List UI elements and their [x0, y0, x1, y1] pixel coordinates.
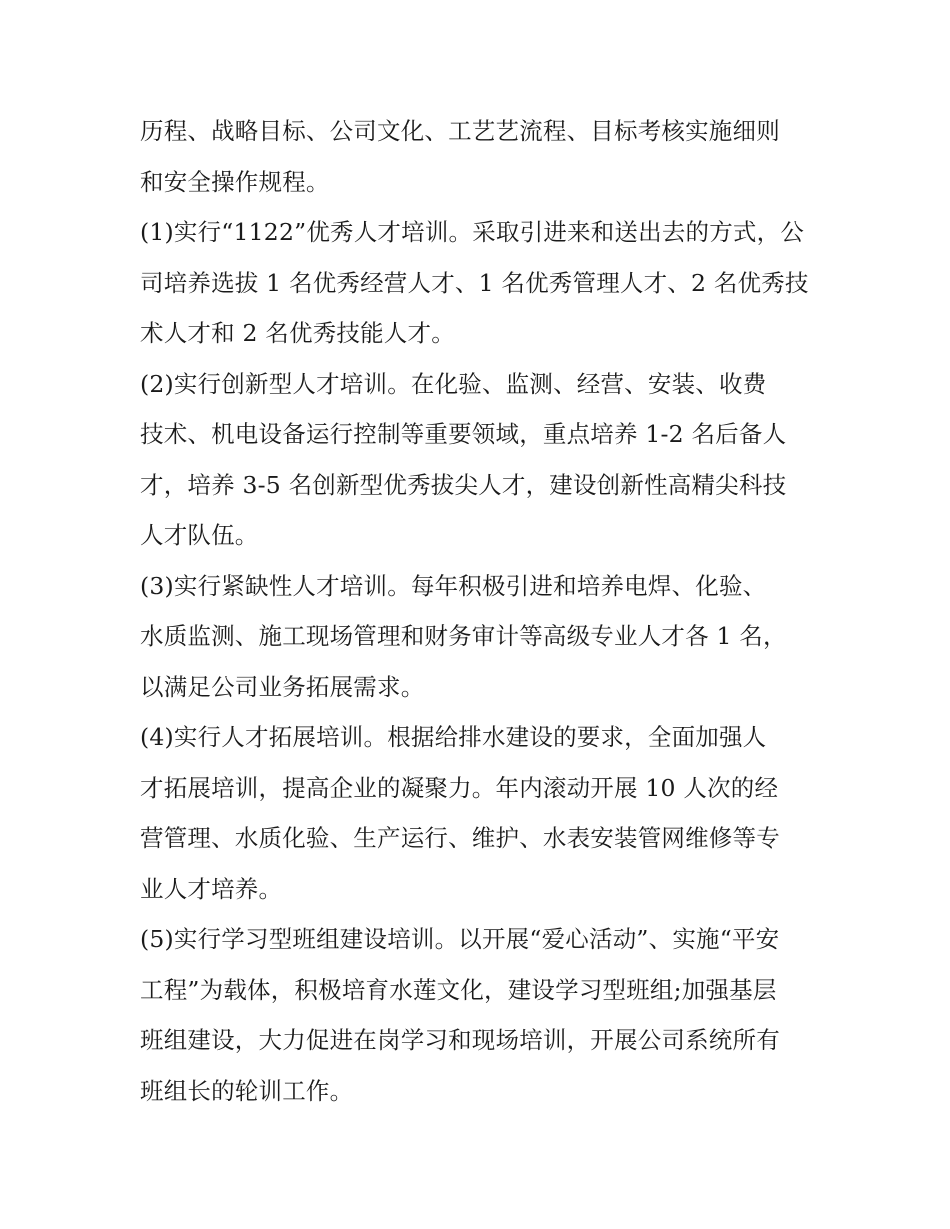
- text-line: 工程”为载体，积极培育水莲文化，建设学习型班组;加强基层: [140, 975, 777, 1004]
- text-line: 司培养选拔 1 名优秀经营人才、1 名优秀管理人才、2 名优秀技: [140, 268, 809, 297]
- text-line: 以满足公司业务拓展需求。: [140, 672, 425, 701]
- text-line: (3)实行紧缺性人才培训。每年积极引进和培养电焊、化验、: [140, 571, 767, 600]
- text-line: (1)实行“1122”优秀人才培训。采取引进来和送出去的方式，公: [140, 218, 805, 246]
- text-line: 才，培养 3-5 名创新型优秀拔尖人才，建设创新性高精尖科技: [140, 470, 787, 499]
- text-line: 才拓展培训，提高企业的凝聚力。年内滚动开展 10 人次的经: [140, 773, 779, 802]
- text-line: 水质监测、施工现场管理和财务审计等高级专业人才各 1 名，: [140, 622, 787, 650]
- text-line: 业人才培养。: [140, 874, 283, 903]
- text-line: 人才队伍。: [140, 521, 259, 549]
- text-line: (5)实行学习型班组建设培训。以开展“爱心活动”、实施“平安: [140, 925, 780, 953]
- text-line: 技术、机电设备运行控制等重要领域，重点培养 1-2 名后备人: [140, 420, 787, 448]
- text-line: 班组建设，大力促进在岗学习和现场培训，开展公司系统所有: [140, 1026, 780, 1054]
- text-line: 营管理、水质化验、生产运行、维护、水表安装管网维修等专: [140, 824, 780, 852]
- text-line: (2)实行创新型人才培训。在化验、监测、经营、安装、收费: [140, 369, 767, 398]
- text-line: 历程、战略目标、公司文化、工艺艺流程、目标考核实施细则: [140, 117, 780, 145]
- text-line: 班组长的轮训工作。: [140, 1076, 354, 1105]
- text-line: 和安全操作规程。: [140, 167, 330, 196]
- document-page: [140, 106, 816, 1116]
- text-line: (4)实行人才拓展培训。根据给排水建设的要求，全面加强人: [140, 723, 767, 751]
- text-line: 术人才和 2 名优秀技能人才。: [140, 319, 455, 347]
